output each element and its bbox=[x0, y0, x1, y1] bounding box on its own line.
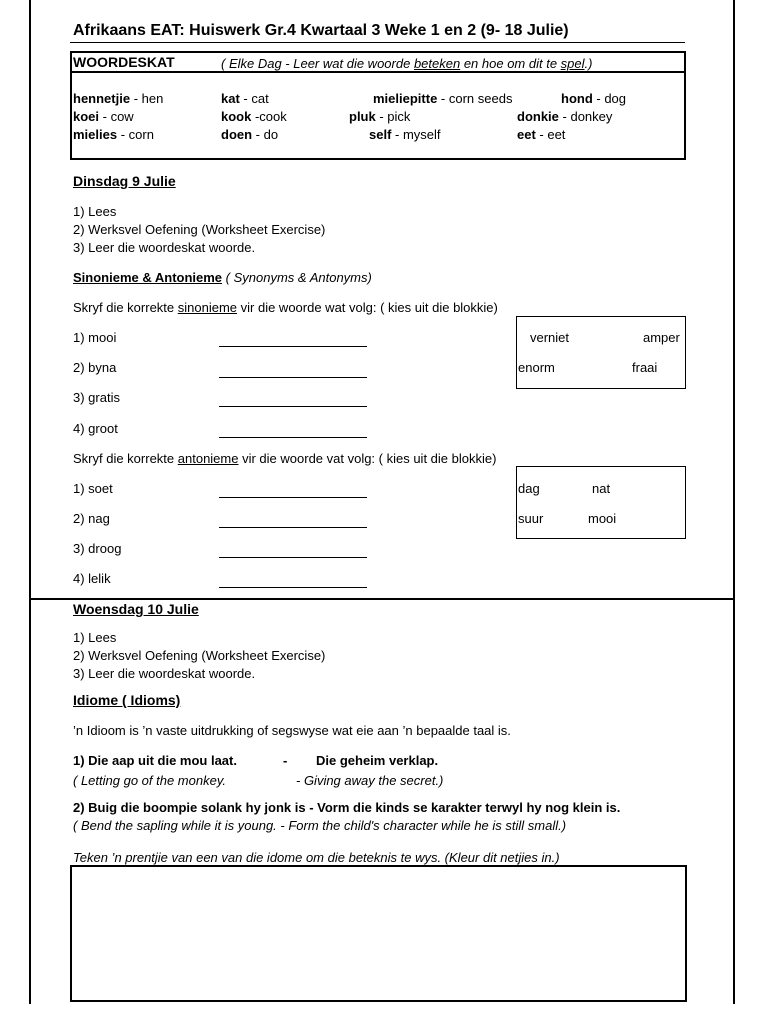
vocab-word: self - myself bbox=[369, 127, 441, 142]
idiom-2-english: ( Bend the sapling while it is young. - Form the child's character while he is still small.) bbox=[73, 818, 567, 833]
instruction-underlined: beteken bbox=[413, 56, 461, 71]
drawing-area[interactable] bbox=[70, 865, 687, 1002]
drawing-instruction: Teken ’n prentjie van een van die idome om die beteknis te wys. (Kleur dit netjies in.) bbox=[73, 850, 560, 865]
answer-blank[interactable] bbox=[219, 497, 367, 498]
antonym-item: 1) soet bbox=[73, 481, 113, 496]
answer-blank[interactable] bbox=[219, 557, 367, 558]
antonym-item: 2) nag bbox=[73, 511, 110, 526]
idiom-1-english: ( Letting go of the monkey. bbox=[73, 773, 226, 788]
answer-blank[interactable] bbox=[219, 437, 367, 438]
antonyms-instruction: Skryf die korrekte antonieme vir die woorde vat volg: ( kies uit die blokkie) bbox=[73, 451, 497, 466]
page-border-left bbox=[29, 0, 31, 1004]
synonym-option: fraai bbox=[632, 360, 658, 375]
synonyms-instruction: Skryf die korrekte sinonieme vir die woorde wat volg: ( kies uit die blokkie) bbox=[73, 300, 498, 315]
antonym-option: suur bbox=[518, 511, 544, 526]
idiom-1: 1) Die aap uit die mou laat. bbox=[73, 753, 237, 768]
antonym-option: nat bbox=[592, 481, 611, 496]
section-divider bbox=[29, 598, 735, 600]
task-item: 1) Lees bbox=[73, 204, 117, 219]
answer-blank[interactable] bbox=[219, 406, 367, 407]
task-item: 1) Lees bbox=[73, 630, 117, 645]
antonym-item: 3) droog bbox=[73, 541, 122, 556]
task-item: 2) Werksvel Oefening (Worksheet Exercise) bbox=[73, 648, 326, 663]
vocab-word: hond - dog bbox=[561, 91, 627, 106]
synonym-item: 4) groot bbox=[73, 421, 118, 436]
synonym-option: verniet bbox=[530, 330, 570, 345]
synonym-item: 2) byna bbox=[73, 360, 117, 375]
idiom-definition: ’n Idioom is ’n vaste uitdrukking of segswyse wat eie aan ’n bepaalde taal is. bbox=[73, 723, 511, 738]
vocab-word: mieliepitte - corn seeds bbox=[373, 91, 513, 106]
vocabulary-instruction bbox=[221, 56, 592, 71]
answer-blank[interactable] bbox=[219, 346, 367, 347]
instruction-text: ( Elke Dag - Leer wat die woorde bbox=[221, 56, 414, 71]
vocabulary-heading: WOORDESKAT bbox=[73, 54, 175, 70]
vocab-word: kook -cook bbox=[221, 109, 287, 124]
synonyms-antonyms-heading: Sinonieme & Antonieme ( Synonyms & Antonyms) bbox=[73, 270, 372, 285]
instruction-text: .) bbox=[584, 56, 593, 71]
antonym-option: dag bbox=[518, 481, 540, 496]
instruction-text: en hoe om dit te bbox=[460, 56, 561, 71]
vocab-word: pluk - pick bbox=[349, 109, 411, 124]
vocab-word: kat - cat bbox=[221, 91, 269, 106]
antonym-options-box bbox=[516, 466, 686, 539]
antonym-option: mooi bbox=[588, 511, 617, 526]
vocab-word: mielies - corn bbox=[73, 127, 154, 142]
tuesday-heading: Dinsdag 9 Julie bbox=[73, 173, 176, 189]
synonym-item: 1) mooi bbox=[73, 330, 117, 345]
idiom-1-dash: - bbox=[283, 753, 288, 768]
idiom-2: 2) Buig die boompie solank hy jonk is - Vorm die kinds se karakter terwyl hy nog klein is. bbox=[73, 800, 621, 815]
task-item: 2) Werksvel Oefening (Worksheet Exercise) bbox=[73, 222, 326, 237]
vocabulary-header-divider bbox=[70, 71, 686, 73]
synonym-item: 3) gratis bbox=[73, 390, 120, 405]
vocab-word: donkie - donkey bbox=[517, 109, 613, 124]
synonym-option: amper bbox=[643, 330, 680, 345]
page-title: Afrikaans EAT: Huiswerk Gr.4 Kwartaal 3 Weke 1 en 2 (9- 18 Julie) bbox=[73, 22, 569, 39]
synonym-options-box bbox=[516, 316, 686, 389]
idiom-1-meaning: Die geheim verklap. bbox=[316, 753, 439, 768]
wednesday-heading: Woensdag 10 Julie bbox=[73, 601, 199, 617]
answer-blank[interactable] bbox=[219, 377, 367, 378]
page-border-right bbox=[733, 0, 735, 1004]
instruction-underlined: spel bbox=[560, 56, 585, 71]
idioms-heading: Idiome ( Idioms) bbox=[73, 692, 181, 708]
vocab-word: koei - cow bbox=[73, 109, 134, 124]
vocab-word: eet - eet bbox=[517, 127, 566, 142]
antonym-item: 4) lelik bbox=[73, 571, 111, 586]
idiom-1-english-meaning: - Giving away the secret.) bbox=[296, 773, 444, 788]
task-item: 3) Leer die woordeskat woorde. bbox=[73, 666, 256, 681]
vocab-word: doen - do bbox=[221, 127, 279, 142]
synonym-option: enorm bbox=[518, 360, 555, 375]
vocab-word: hennetjie - hen bbox=[73, 91, 164, 106]
answer-blank[interactable] bbox=[219, 587, 367, 588]
task-item: 3) Leer die woordeskat woorde. bbox=[73, 240, 256, 255]
answer-blank[interactable] bbox=[219, 527, 367, 528]
title-underline bbox=[70, 42, 685, 43]
